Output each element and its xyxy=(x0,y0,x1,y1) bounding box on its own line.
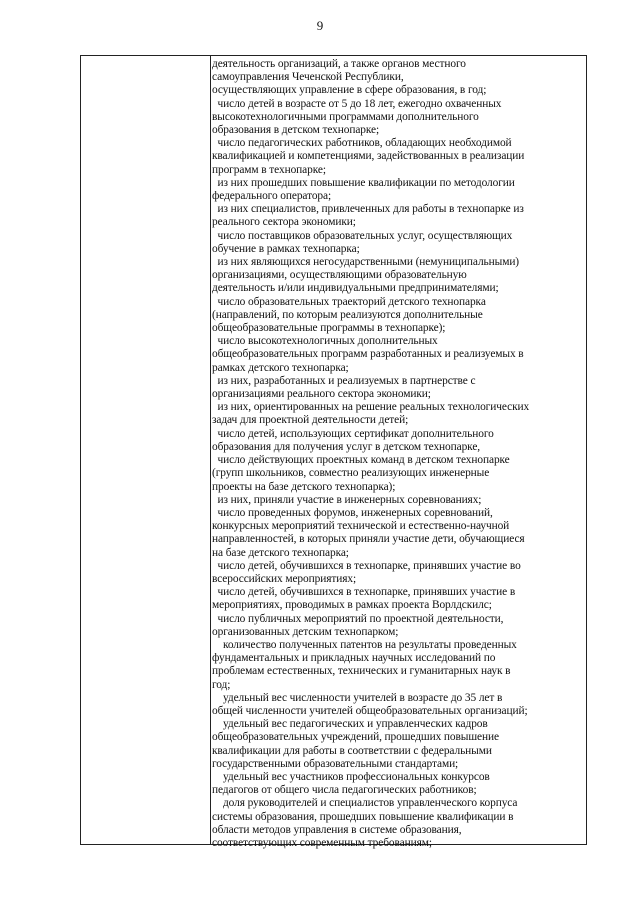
text-line: число детей, использующих сертификат дополнительного xyxy=(212,427,494,440)
text-line: образования в детском технопарке; xyxy=(212,124,380,137)
text-line: на базе детского технопарка; xyxy=(212,546,349,559)
text-line: число высокотехнологичных дополнительных xyxy=(212,335,438,348)
text-line: из них специалистов, привлеченных для работы в технопарке из xyxy=(212,203,524,216)
text-line: число проведенных форумов, инженерных соревнований, xyxy=(212,506,493,519)
text-line: число детей, обучившихся в технопарке, принявших участие во xyxy=(212,559,521,572)
text-line: удельный вес численности учителей в возрасте до 35 лет в xyxy=(212,691,503,704)
table-left-cell xyxy=(81,56,211,844)
text-line: организациями реального сектора экономики; xyxy=(212,388,431,401)
text-line: число поставщиков образовательных услуг, осуществляющих xyxy=(212,229,513,242)
text-line: государственными образовательными стандартами; xyxy=(212,757,459,770)
text-line: (групп школьников, совместно реализующих инженерные xyxy=(212,467,490,480)
text-line: общеобразовательные программы в технопарке); xyxy=(212,322,446,335)
text-line: направленностей, в которых приняли участие дети, обучающиеся xyxy=(212,533,525,546)
text-line: реального сектора экономики; xyxy=(212,216,356,229)
text-line: количество полученных патентов на результаты проведенных xyxy=(212,638,517,651)
text-line: задач для проектной деятельности детей; xyxy=(212,414,409,427)
text-line: области методов управления в системе образования, xyxy=(212,823,462,836)
text-line: (направлений, по которым реализуются дополнительные xyxy=(212,308,483,321)
text-line: деятельность и/или индивидуальными предпринимателями; xyxy=(212,282,499,295)
text-line: число образовательных траекторий детского технопарка xyxy=(212,295,486,308)
text-line: квалификацией и компетенциями, задействованных в реализации xyxy=(212,150,525,163)
text-line: число детей в возрасте от 5 до 18 лет, ежегодно охваченных xyxy=(212,97,502,110)
text-line: педагогов от общего числа педагогических работников; xyxy=(212,784,477,797)
text-line: общеобразовательных программ разработанных и реализуемых в xyxy=(212,348,524,361)
text-line: проекты на базе детского технопарка); xyxy=(212,480,396,493)
text-line: программ в технопарке; xyxy=(212,163,326,176)
table-text-cell xyxy=(212,58,586,850)
text-line: осуществляющих управление в сфере образования, в год; xyxy=(212,84,487,97)
text-line: квалификации для работы в соответствии с федеральными xyxy=(212,744,492,757)
text-line: самоуправления Чеченской Республики, xyxy=(212,71,404,84)
text-line: из них, ориентированных на решение реальных технологических xyxy=(212,401,530,414)
text-line: организациями, осуществляющими образовательную xyxy=(212,269,467,282)
text-line: организованных детским технопарком; xyxy=(212,625,399,638)
text-line: образования для получения услуг в детском технопарке, xyxy=(212,440,481,453)
text-line: год; xyxy=(212,678,231,691)
text-line: системы образования, прошедших повышение квалификации в xyxy=(212,810,514,823)
text-line: из них прошедших повышение квалификации по методологии xyxy=(212,176,515,189)
text-line: из них, разработанных и реализуемых в партнерстве с xyxy=(212,374,476,387)
text-line: конкурсных мероприятий технической и естественно-научной xyxy=(212,520,510,533)
text-line: обучение в рамках технопарка; xyxy=(212,242,360,255)
page-number: 9 xyxy=(316,18,324,33)
text-line: фундаментальных и прикладных научных исследований по xyxy=(212,652,496,665)
text-line: число детей, обучившихся в технопарке, принявших участие в xyxy=(212,586,516,599)
text-line: мероприятиях, проводимых в рамках проекта Ворлдскилс; xyxy=(212,599,492,612)
text-line: доля руководителей и специалистов управленческого корпуса xyxy=(212,797,518,810)
text-line: число педагогических работников, обладающих необходимой xyxy=(212,137,512,150)
text-line: проблемам естественных, технических и гуманитарных наук в xyxy=(212,665,511,678)
text-line: федерального оператора; xyxy=(212,190,332,203)
text-line: из них, приняли участие в инженерных соревнованиях; xyxy=(212,493,482,506)
text-line: всероссийских мероприятиях; xyxy=(212,572,357,585)
document-table xyxy=(80,55,587,849)
text-line: число публичных мероприятий по проектной деятельности, xyxy=(212,612,504,625)
text-line: рамках детского технопарка; xyxy=(212,361,349,374)
text-line: из них являющихся негосударственными (немуниципальными) xyxy=(212,256,520,269)
text-line: удельный вес участников профессиональных конкурсов xyxy=(212,770,490,783)
text-line: удельный вес педагогических и управленческих кадров xyxy=(212,718,488,731)
text-line: высокотехнологичными программами дополнительного xyxy=(212,110,479,123)
text-line: соответствующих современным требованиям; xyxy=(212,836,432,849)
text-line: число действующих проектных команд в детском технопарке xyxy=(212,454,510,467)
text-line: деятельность организаций, а также органов местного xyxy=(212,58,466,70)
text-line: общей численности учителей общеобразовательных организаций; xyxy=(212,704,528,717)
text-line: общеобразовательных учреждений, прошедших повышение xyxy=(212,731,499,744)
